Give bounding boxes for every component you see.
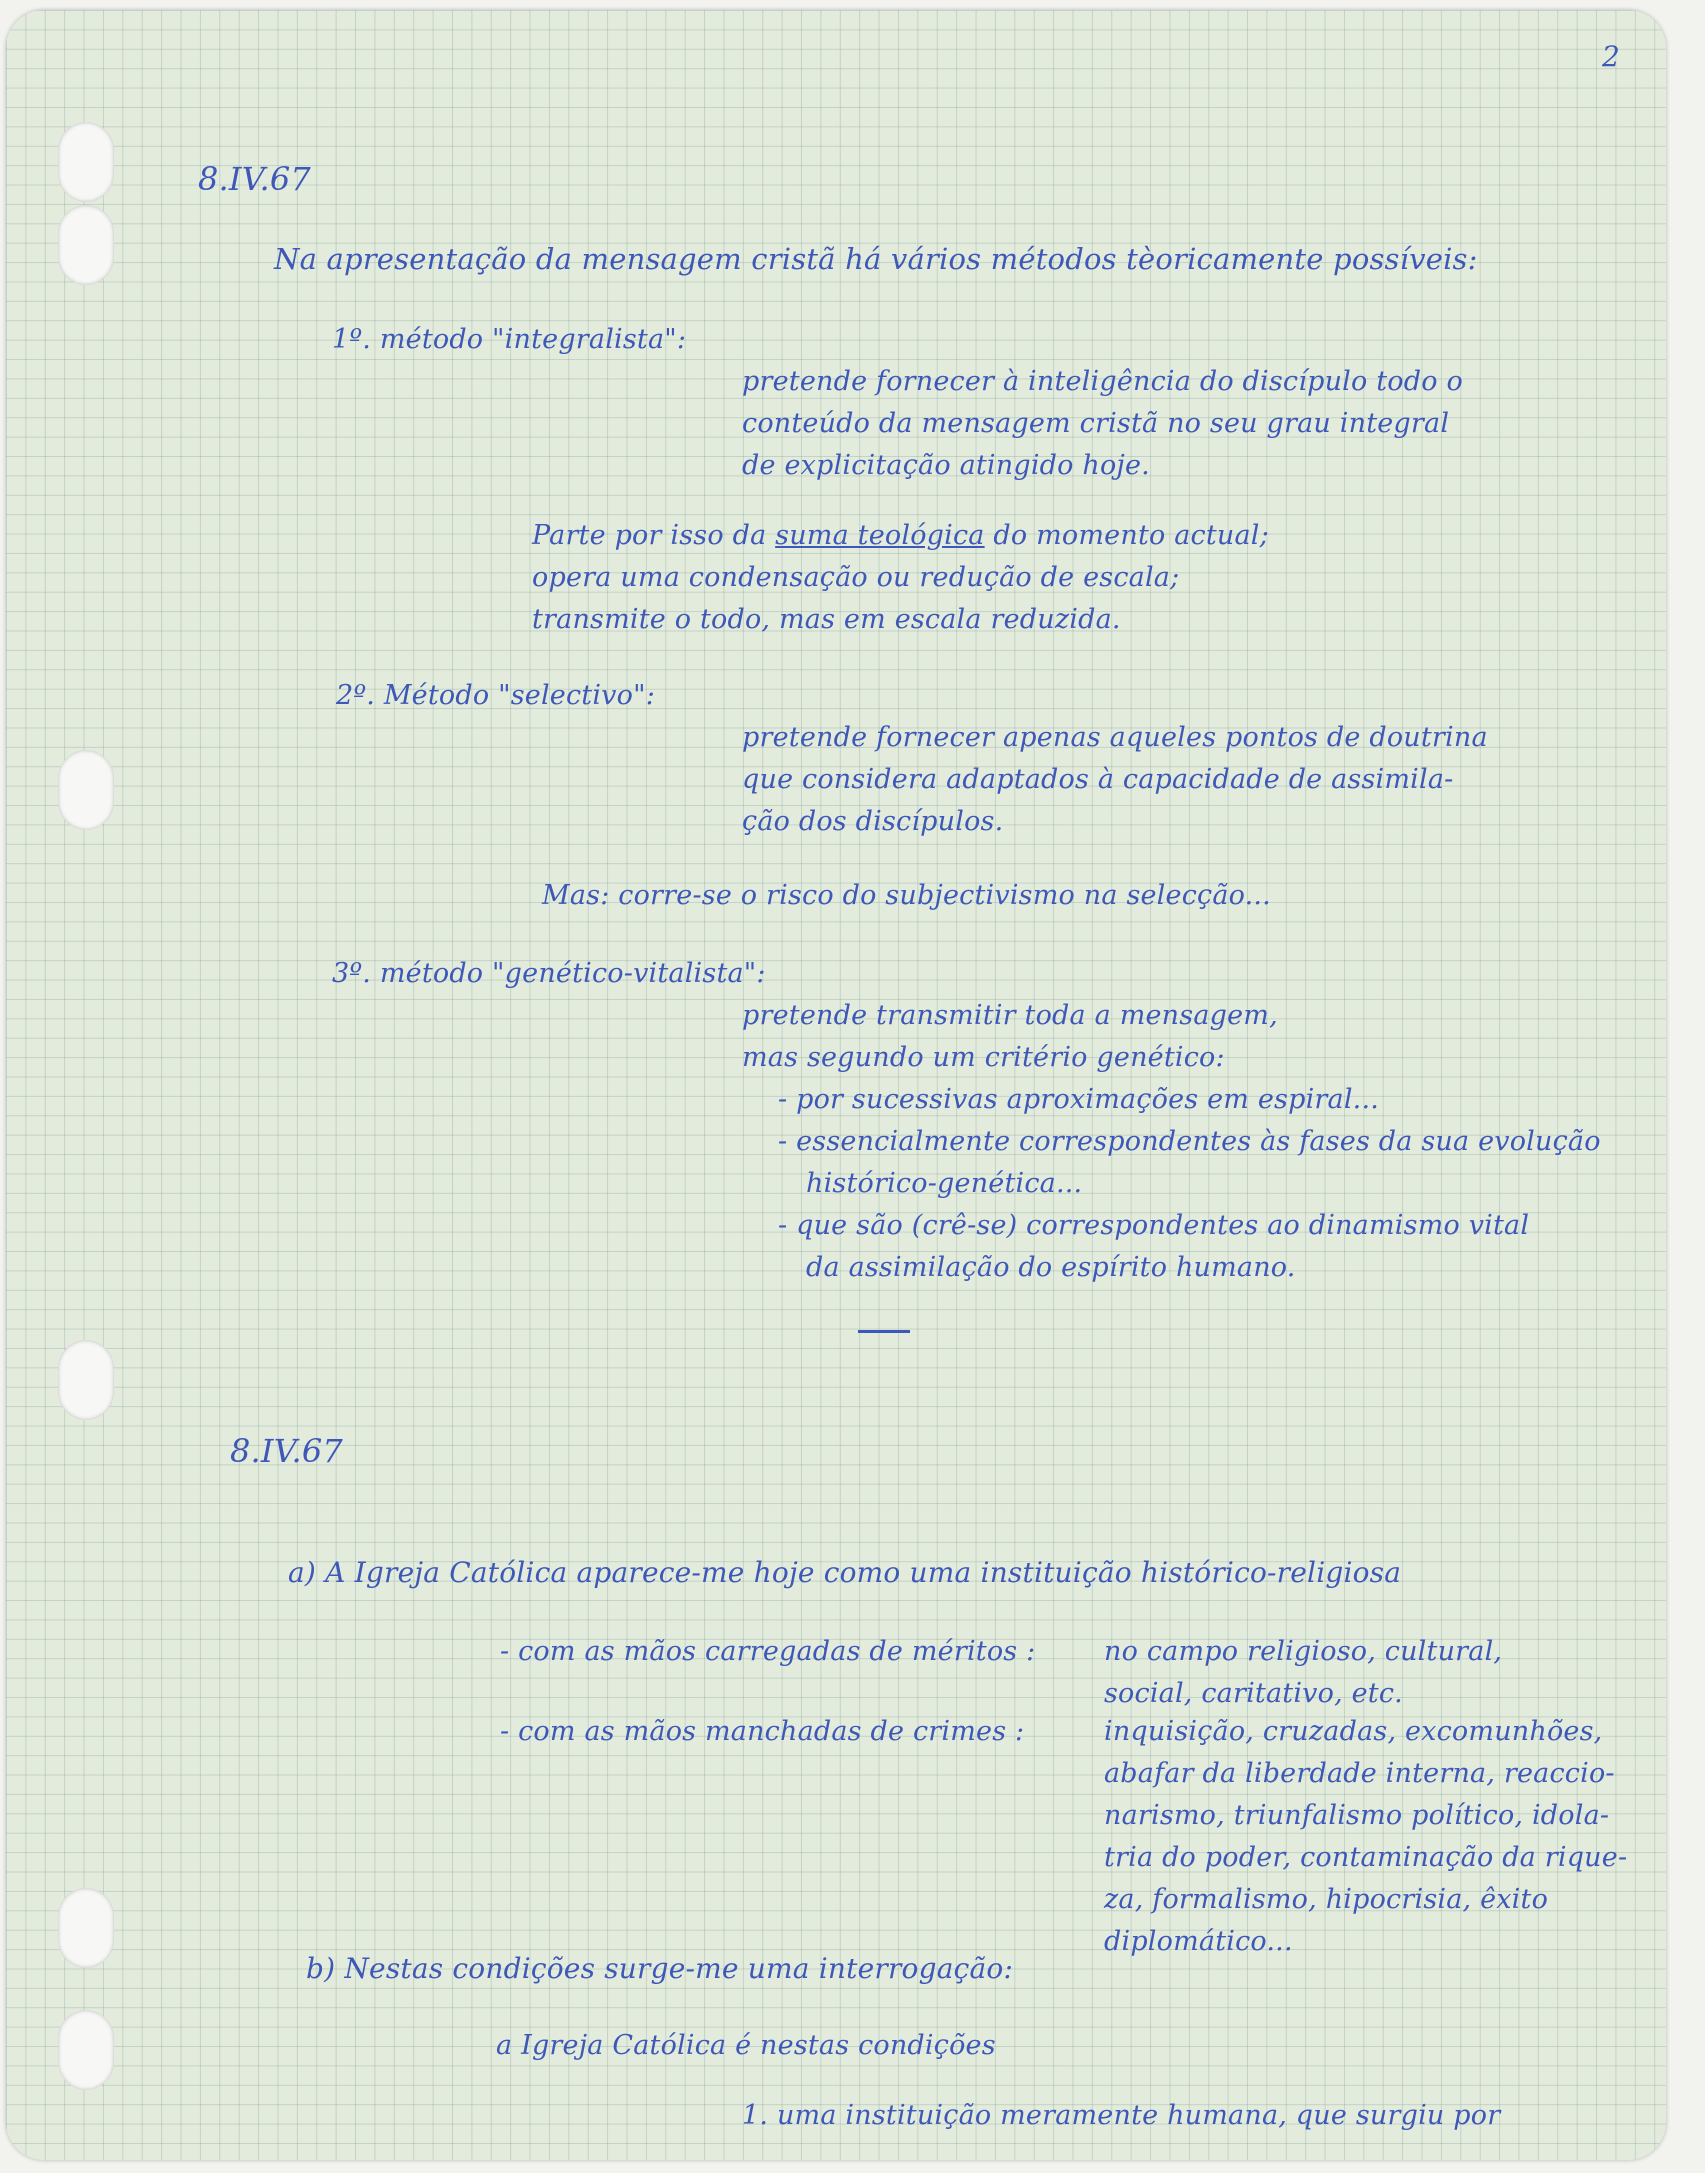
entry-date: 8.IV.67 bbox=[230, 1432, 343, 1470]
entry-date: 8.IV.67 bbox=[198, 160, 311, 198]
merits-line: no campo religioso, cultural, bbox=[1104, 1636, 1503, 1667]
crimes-line: tria do poder, contaminação da rique- bbox=[1104, 1842, 1628, 1873]
binder-hole bbox=[58, 1340, 114, 1420]
section-divider bbox=[858, 1330, 910, 1333]
bullet-line: - essencialmente correspondentes às fases da sua evolução bbox=[778, 1126, 1601, 1157]
notebook-sheet bbox=[6, 10, 1666, 2160]
bullet-line: da assimilação do espírito humano. bbox=[806, 1252, 1296, 1283]
bullet-line: - por sucessivas aproximações em espiral... bbox=[778, 1084, 1380, 1115]
crimes-line: inquisição, cruzadas, excomunhões, bbox=[1104, 1716, 1603, 1747]
entry-intro: Na apresentação da mensagem cristã há vários métodos tèoricamente possíveis: bbox=[274, 242, 1478, 276]
method-note-line: opera uma condensação ou redução de escala; bbox=[532, 562, 1180, 593]
method-heading: 2º. Método "selectivo": bbox=[336, 680, 655, 711]
binder-hole bbox=[58, 2010, 114, 2090]
bullet-line: histórico-genética... bbox=[806, 1168, 1083, 1199]
crimes-line: diplomático... bbox=[1104, 1926, 1293, 1957]
method-note-line: transmite o todo, mas em escala reduzida. bbox=[532, 604, 1121, 635]
method-text-line: pretende fornecer apenas aqueles pontos de doutrina bbox=[742, 722, 1488, 753]
crimes-line: abafar da liberdade interna, reaccio- bbox=[1104, 1758, 1615, 1789]
method-text-line: que considera adaptados à capacidade de assimila- bbox=[742, 764, 1454, 795]
method-text-line: mas segundo um critério genético: bbox=[742, 1042, 1225, 1073]
method-note-line: Parte por isso da suma teológica do momento actual; bbox=[532, 520, 1269, 551]
underlined-term: suma teológica bbox=[775, 520, 985, 551]
merits-prefix: - com as mãos carregadas de méritos : bbox=[500, 1636, 1036, 1667]
binder-hole bbox=[58, 205, 114, 285]
method-text-line: ção dos discípulos. bbox=[742, 806, 1004, 837]
item-b-point: 1. uma instituição meramente humana, que surgiu por bbox=[742, 2100, 1501, 2131]
method-heading: 1º. método "integralista": bbox=[332, 324, 687, 355]
page-number: 2 bbox=[1602, 40, 1621, 73]
item-b-line: b) Nestas condições surge-me uma interrogação: bbox=[306, 1952, 1014, 1985]
method-note-line: Mas: corre-se o risco do subjectivismo na selecção... bbox=[542, 880, 1271, 911]
merits-line: social, caritativo, etc. bbox=[1104, 1678, 1403, 1709]
method-text-line: pretende transmitir toda a mensagem, bbox=[742, 1000, 1278, 1031]
crimes-line: narismo, triunfalismo político, idola- bbox=[1104, 1800, 1610, 1831]
method-text-line: conteúdo da mensagem cristã no seu grau integral bbox=[742, 408, 1450, 439]
bullet-line: - que são (crê-se) correspondentes ao dinamismo vital bbox=[778, 1210, 1530, 1241]
item-a-line: a) A Igreja Católica aparece-me hoje como uma instituição histórico-religiosa bbox=[288, 1556, 1402, 1589]
method-text-line: pretende fornecer à inteligência do discípulo todo o bbox=[742, 366, 1463, 397]
binder-hole bbox=[58, 122, 114, 202]
binder-hole bbox=[58, 1888, 114, 1968]
crimes-prefix: - com as mãos manchadas de crimes : bbox=[500, 1716, 1025, 1747]
method-text-line: de explicitação atingido hoje. bbox=[742, 450, 1150, 481]
method-heading: 3º. método "genético-vitalista": bbox=[332, 958, 766, 989]
binder-hole bbox=[58, 750, 114, 830]
crimes-line: za, formalismo, hipocrisia, êxito bbox=[1104, 1884, 1549, 1915]
item-b-sub: a Igreja Católica é nestas condições bbox=[496, 2030, 996, 2061]
